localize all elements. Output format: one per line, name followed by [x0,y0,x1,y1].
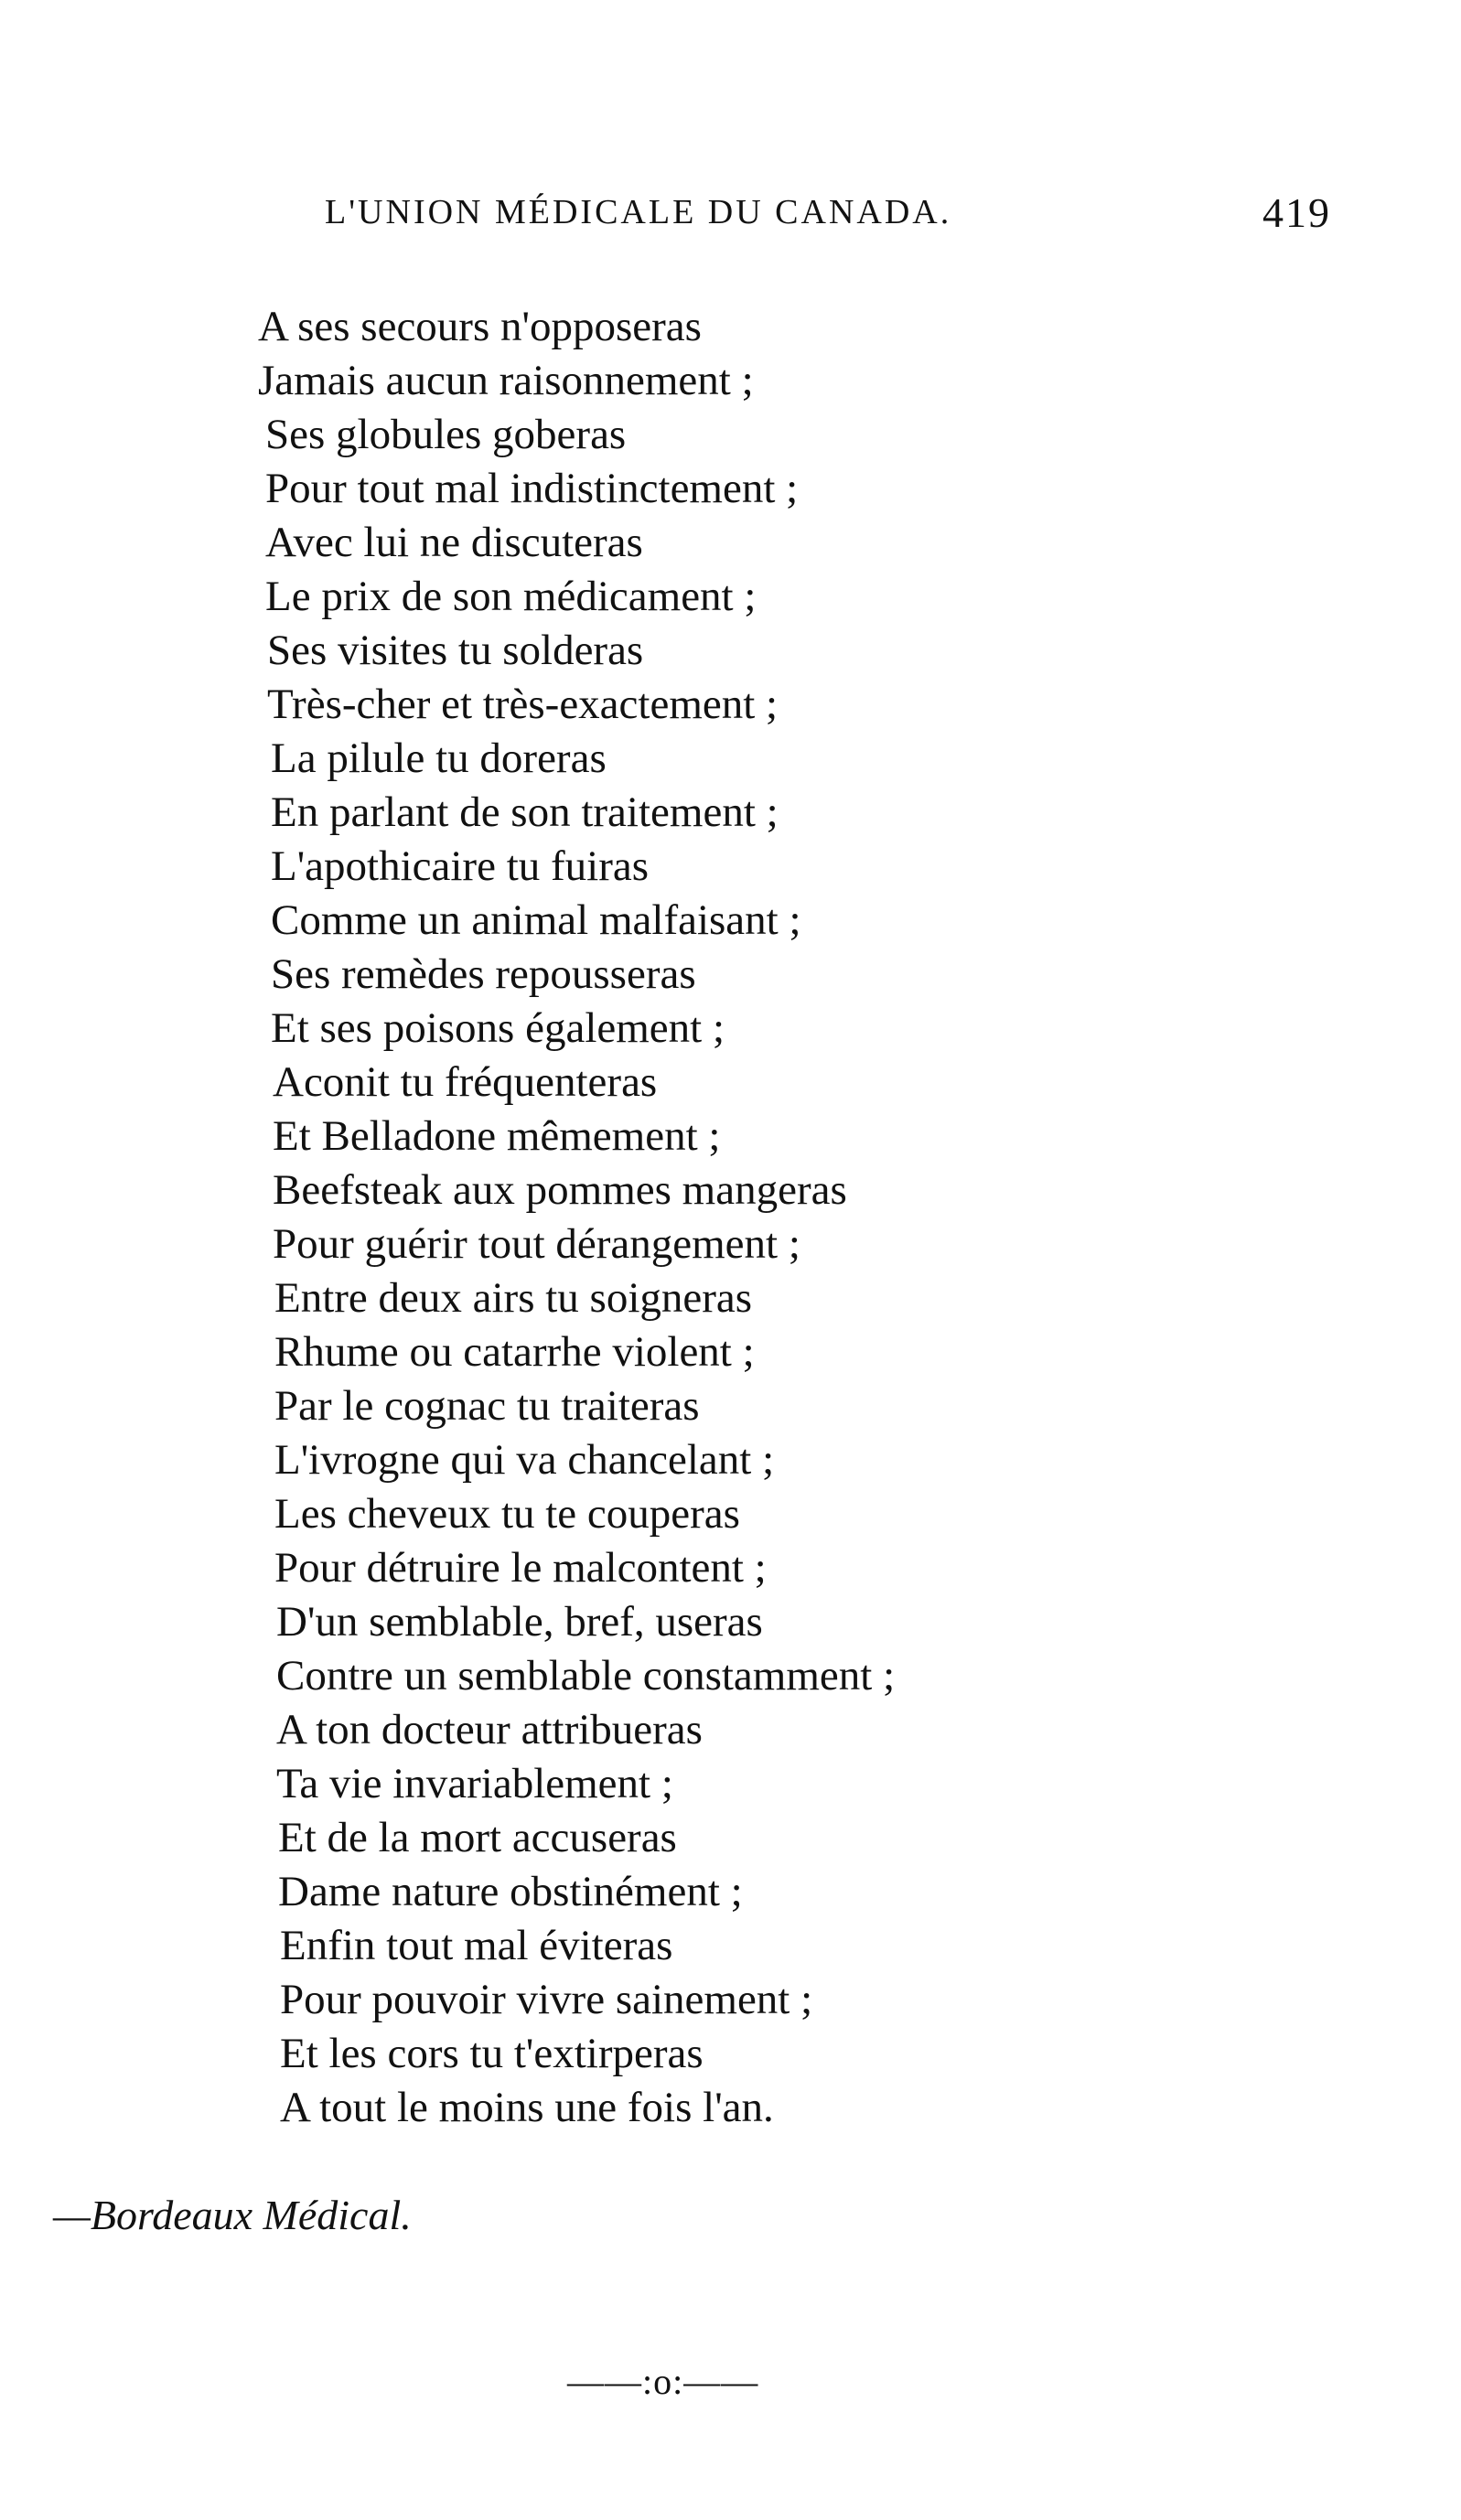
verse-line: A tout le moins une fois l'an. [280,2084,774,2131]
couplet [258,1379,1283,1487]
verse-line: Ses remèdes repousseras [271,950,696,998]
verse-line: Entre deux airs tu soigneras [274,1274,753,1322]
attribution: —Bordeaux Médical. [53,2192,412,2238]
verse-line: Et ses poisons également ; [271,1004,725,1052]
verse-line: Aconit tu fréquenteras [273,1058,658,1106]
couplet [258,1163,1283,1271]
verse-line: Avec lui ne discuteras [265,519,643,566]
page-number: 419 [1262,189,1331,236]
couplet [258,1811,1283,1919]
verse-line: Ta vie invariablement ; [276,1760,673,1807]
couplet [258,732,1283,840]
verse-line: Et les cors tu t'extirperas [280,2030,704,2077]
verse-line: Jamais aucun raisonnement ; [258,357,754,404]
verse-line: Et Belladone mêmement ; [273,1112,721,1160]
couplet [258,1271,1283,1379]
verse-line: Dame nature obstinément ; [278,1868,743,1915]
verse-line: Pour détruire le malcontent ; [274,1544,767,1592]
running-title: L'UNION MÉDICALE DU CANADA. [325,193,952,231]
verse-line: Les cheveux tu te couperas [274,1490,740,1538]
verse-line: Rhume ou catarrhe violent ; [274,1328,755,1376]
couplet [258,1919,1283,2027]
couplet [258,1595,1283,1703]
verse-line: A ses secours n'opposeras [258,303,702,350]
verse-line: La pilule tu doreras [271,735,607,782]
poem [258,300,1283,2135]
verse-line: Pour tout mal indistinctement ; [265,465,799,512]
couplet [258,948,1283,1056]
couplet [258,1487,1283,1595]
verse-line: Beefsteak aux pommes mangeras [273,1166,847,1214]
section-separator: ——:o:—— [567,2361,759,2402]
verse-line: A ton docteur attribueras [276,1706,703,1753]
couplet [258,1703,1283,1811]
verse-line: L'ivrogne qui va chancelant ; [274,1436,775,1484]
couplet [258,408,1283,516]
verse-line: Contre un semblable constamment ; [276,1652,896,1700]
couplet [258,300,1283,408]
couplet [258,1056,1283,1163]
couplet [258,2027,1283,2135]
verse-line: Et de la mort accuseras [278,1814,677,1861]
couplet [258,516,1283,624]
verse-line: En parlant de son traitement ; [271,788,779,836]
couplet [258,624,1283,732]
verse-line: Ses globules goberas [265,411,627,458]
verse-line: Enfin tout mal éviteras [280,1922,673,1969]
verse-line: Pour pouvoir vivre sainement ; [280,1976,813,2023]
couplet [258,840,1283,948]
verse-line: Le prix de son médicament ; [265,573,757,620]
verse-line: Pour guérir tout dérangement ; [273,1220,800,1268]
verse-line: L'apothicaire tu fuiras [271,842,650,890]
verse-line: Ses visites tu solderas [267,627,644,674]
verse-line: D'un semblable, bref, useras [276,1598,763,1646]
verse-line: Par le cognac tu traiteras [274,1382,700,1430]
verse-line: Très-cher et très-exactement ; [267,681,779,728]
verse-line: Comme un animal malfaisant ; [271,896,801,944]
